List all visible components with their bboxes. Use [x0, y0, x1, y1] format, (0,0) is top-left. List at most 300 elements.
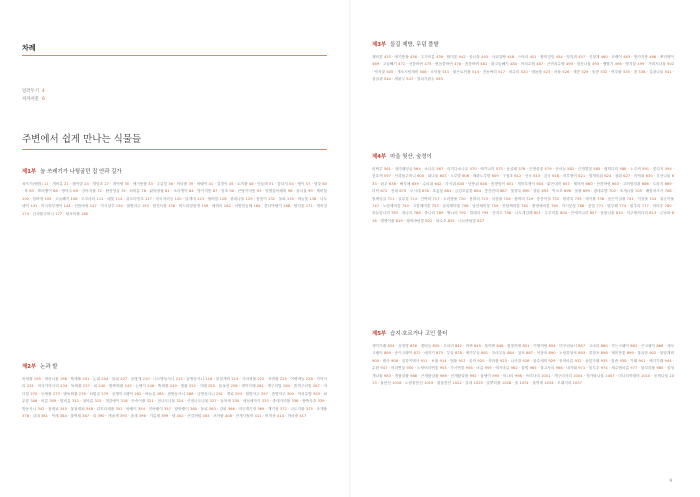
plant-entry-name[interactable]: · 동의나물: [650, 373, 670, 378]
plant-entry-name[interactable]: · 개구리밥: [263, 384, 283, 389]
plant-entry-name[interactable]: · 자주꿩의다리: [622, 211, 650, 216]
plant-entry-name[interactable]: · 은방울꽃: [525, 167, 545, 171]
plant-entry-name[interactable]: · 털진득찰: [148, 204, 169, 209]
plant-entry-name[interactable]: · 너도바람꽃: [454, 218, 478, 223]
plant-entry-name[interactable]: · 물여뀌: [480, 344, 497, 348]
plant-entry-name[interactable]: · 올챙이고랭이: [108, 391, 135, 396]
plant-entry-name[interactable]: · 둑새풀: [67, 384, 83, 389]
plant-entry-name[interactable]: · 기생여뀌: [529, 344, 549, 348]
plant-entry-name[interactable]: · 메귀리: [208, 204, 224, 209]
plant-entry-name[interactable]: · 짚신나물: [572, 62, 593, 67]
plant-entry-name[interactable]: · 나도개감채: [511, 211, 534, 216]
plant-entry-name[interactable]: · 골무꽃: [394, 196, 410, 201]
plant-entry-name[interactable]: · 보풀: [427, 358, 440, 363]
plant-entry-name[interactable]: · 돌나물: [292, 189, 309, 194]
plant-entry-name[interactable]: · 초롱꽃: [428, 189, 445, 194]
plant-entry-name[interactable]: · 석창포: [533, 351, 549, 356]
plant-entry-name[interactable]: · 꽃향유: [507, 189, 523, 194]
plant-entry-name[interactable]: · 미꾸리낚시: [555, 344, 579, 348]
plant-entry-name[interactable]: · 세모고랭이: [372, 344, 675, 356]
plant-entry-name[interactable]: · 털비름: [56, 399, 72, 404]
plant-entry-name[interactable]: · 큰개별꽃: [574, 167, 594, 171]
plant-entry-name[interactable]: · 질경이택사: [397, 358, 421, 363]
plant-entry-name[interactable]: · 석잠풀: [488, 196, 504, 201]
plant-entry-name[interactable]: · 올미: [465, 358, 478, 363]
plant-entry-name[interactable]: · 벼룩나물: [40, 377, 60, 381]
plant-entry-name[interactable]: 비짜루: [372, 167, 384, 171]
plant-entry-name[interactable]: · 할미꽃: [443, 55, 459, 59]
plant-entry-name[interactable]: · 달뿌리풀: [482, 381, 502, 386]
plant-entry-name[interactable]: · 모래지치: [553, 381, 573, 386]
plant-entry-name[interactable]: · 감국: [540, 174, 553, 179]
plant-entry-name[interactable]: · 층층이꽃: [533, 196, 553, 201]
plant-entry-name[interactable]: · 가막사리: [22, 377, 328, 389]
plant-entry-name[interactable]: · 물피: [108, 377, 121, 381]
plant-entry-name[interactable]: · 뚝새풀: [66, 377, 83, 381]
plant-entry-name[interactable]: · 어리연꽃: [387, 366, 407, 371]
plant-entry-name[interactable]: · 개소시랑개비: [393, 69, 420, 74]
plant-entry-name[interactable]: · 돌콩: [588, 69, 601, 74]
plant-entry-name[interactable]: · 미역취: [630, 174, 646, 179]
plant-entry-name[interactable]: · 속속이풀: [127, 399, 147, 404]
plant-entry-name[interactable]: · 뚝새풀: [154, 384, 170, 389]
plant-entry-name[interactable]: · 논피: [89, 377, 102, 381]
plant-entry-name[interactable]: · 비수리: [505, 69, 521, 74]
plant-entry-name[interactable]: · 개쑥부쟁이: [513, 181, 537, 186]
plant-entry-name[interactable]: · 개피: [223, 391, 235, 396]
plant-entry-name[interactable]: · 애기나리: [476, 167, 496, 171]
plant-entry-name[interactable]: · 새포아풀: [62, 211, 82, 216]
plant-entry-name[interactable]: · 용머리: [465, 196, 482, 201]
plant-entry-name[interactable]: · 젓가락나물: [582, 373, 606, 378]
plant-entry-name[interactable]: · 나도겨풀: [286, 406, 306, 411]
plant-entry-name[interactable]: · 맑은대쑥: [543, 181, 563, 186]
plant-entry-name[interactable]: · 사마귀풀: [238, 377, 258, 381]
plant-entry-name[interactable]: · 미나리: [499, 373, 515, 378]
plant-entry-name[interactable]: · 봄맞이: [252, 196, 268, 201]
plant-entry-name[interactable]: · 애기똥풀: [390, 55, 410, 59]
plant-entry-name[interactable]: · 띠: [89, 414, 98, 419]
plant-entry-name[interactable]: · 개기장: [264, 406, 280, 411]
plant-entry-name[interactable]: · 환삼덩굴: [101, 189, 121, 194]
plant-entry-name[interactable]: · 큰애기나리: [567, 211, 590, 216]
plant-entry-name[interactable]: · 미나리아재비: [614, 373, 641, 378]
plant-entry-name[interactable]: · 광대수염: [589, 189, 609, 194]
plant-entry-name[interactable]: · 매자기: [420, 351, 437, 356]
plant-entry-name[interactable]: · 뽀리뱅이: [656, 55, 675, 59]
plant-entry-name[interactable]: · 꼬마부들: [488, 351, 508, 356]
plant-entry-name[interactable]: · 단풍취: [464, 181, 481, 186]
plant-entry-name[interactable]: · 참새피: [44, 406, 60, 411]
plant-entry-name[interactable]: · 개비름: [48, 182, 65, 186]
plant-entry-name[interactable]: · 애기가래: [645, 358, 665, 363]
plant-entry-name[interactable]: · 괭이밥: [68, 182, 85, 186]
plant-entry-name[interactable]: · 각시취: [441, 181, 458, 186]
plant-entry-name[interactable]: · 산박하: [417, 196, 433, 201]
plant-entry-name[interactable]: · 쥐손이풀: [656, 196, 675, 201]
chapter-heading[interactable]: [372, 152, 674, 160]
plant-entry-name[interactable]: · 알방동사니: [182, 377, 206, 381]
plant-entry-name[interactable]: · 익모초: [548, 189, 564, 194]
plant-entry-name[interactable]: · 뱀딸기: [599, 62, 615, 67]
plant-entry-name[interactable]: · 자귀풀: [264, 377, 280, 381]
plant-entry-name[interactable]: · 조개나물: [615, 189, 635, 194]
plant-entry-name[interactable]: · 복수초: [432, 218, 448, 223]
plant-entry-name[interactable]: · 애기풀: [581, 196, 598, 201]
plant-entry-name[interactable]: 쇠뜨기(뱀밥): [22, 182, 44, 186]
plant-entry-name[interactable]: · 좀명아주: [267, 391, 287, 396]
plant-entry-name[interactable]: · 애기마름: [491, 366, 511, 371]
plant-entry-name[interactable]: · 쇠비름: [125, 189, 142, 194]
plant-entry-name[interactable]: · 가시상추: [96, 204, 116, 209]
plant-entry-name[interactable]: · 도라지: [648, 181, 665, 186]
plant-entry-name[interactable]: · 줄: [511, 381, 520, 386]
plant-entry-name[interactable]: · 질경이: [213, 182, 229, 186]
plant-entry-name[interactable]: · 쇠무릎: [22, 391, 328, 404]
plant-entry-name[interactable]: · 하늘말나리: [372, 204, 674, 216]
plant-entry-name[interactable]: · 조개풀: [312, 406, 328, 411]
plant-entry-name[interactable]: · 원추리: [626, 204, 642, 209]
plant-entry-name[interactable]: · 고려엉겅퀴: [618, 181, 642, 186]
plant-entry-name[interactable]: · 토끼풀: [233, 182, 249, 186]
plant-entry-name[interactable]: · 주름잎: [152, 182, 169, 186]
plant-entry-name[interactable]: · 수리취: [418, 181, 435, 186]
plant-entry-name[interactable]: · 꽃창포: [585, 351, 601, 356]
plant-entry-name[interactable]: · 민들레: [253, 182, 269, 186]
plant-entry-name[interactable]: · 솔잎가래: [581, 358, 601, 363]
plant-entry-name[interactable]: · 까마중: [173, 182, 189, 186]
plant-entry-name[interactable]: · 선씀바귀: [70, 204, 90, 209]
plant-entry-name[interactable]: · 큰방가지똥: [234, 189, 257, 194]
plant-entry-name[interactable]: · 갈대: [461, 381, 474, 386]
plant-entry-name[interactable]: · 씀바귀: [29, 196, 45, 201]
plant-entry-name[interactable]: · 피나물: [424, 174, 440, 179]
plant-entry-name[interactable]: · 개망초: [88, 182, 105, 186]
plant-entry-name[interactable]: · 산국: [521, 174, 534, 179]
plant-entry-name[interactable]: · 산씀바귀: [592, 181, 612, 186]
plant-entry-name[interactable]: · 뻐꾹채: [395, 181, 412, 186]
plant-entry-name[interactable]: · 큰까치수염: [543, 62, 566, 67]
plant-entry-name[interactable]: · 붉은토끼풀: [449, 69, 472, 74]
plant-entry-name[interactable]: · 주걱비름: [417, 55, 437, 59]
plant-entry-name[interactable]: · 새섬매자기: [239, 399, 262, 404]
plant-entry-name[interactable]: · 꿩의바람꽃: [402, 218, 426, 223]
plant-entry-name[interactable]: · 방가지똥: [630, 55, 650, 59]
plant-entry-name[interactable]: · 가는고랭이: [607, 344, 631, 348]
plant-entry-name[interactable]: · 어저귀: [261, 414, 277, 419]
plant-entry-name[interactable]: · 물참새피: [66, 406, 86, 411]
plant-entry-name[interactable]: · 고마리: [439, 344, 455, 348]
plant-entry-name[interactable]: · 사위질빵: [488, 55, 508, 59]
plant-entry-name[interactable]: · 나도냉이: [22, 196, 328, 209]
plant-entry-name[interactable]: · 물칭개나물: [372, 366, 675, 378]
plant-entry-name[interactable]: · 나사말: [506, 358, 523, 363]
plant-entry-name[interactable]: · 방가지똥: [193, 189, 213, 194]
plant-entry-name[interactable]: · 개여뀌: [109, 182, 125, 186]
plant-entry-name[interactable]: · 노랑꽃창포: [555, 351, 579, 356]
plant-entry-name[interactable]: 둑새풀: [22, 377, 34, 381]
plant-entry-name[interactable]: · 벗풀: [446, 358, 459, 363]
plant-entry-name[interactable]: · 물억새: [528, 381, 545, 386]
plant-entry-name[interactable]: · 밭뚝사초: [298, 399, 318, 404]
plant-entry-name[interactable]: 제비꽃: [372, 55, 384, 59]
plant-entry-name[interactable]: · 매화노루발: [469, 174, 492, 179]
plant-entry-name[interactable]: · 쥐꼬리망초: [122, 196, 145, 201]
plant-entry-name[interactable]: · 금방동사니: [193, 391, 216, 396]
plant-entry-name[interactable]: · 윤판나물: [596, 211, 616, 216]
plant-entry-name[interactable]: · 마디꽃: [22, 384, 328, 396]
plant-entry-name[interactable]: · 삽주: [376, 181, 389, 186]
plant-entry-name[interactable]: · 가래: [195, 384, 208, 389]
plant-entry-name[interactable]: · 왕고들빼기: [487, 62, 510, 67]
plant-entry-name[interactable]: · 광대나물: [226, 196, 246, 201]
plant-entry-name[interactable]: · 제비꽃: [312, 189, 328, 194]
plant-entry-name[interactable]: · 쑥부쟁이: [559, 174, 579, 179]
plant-entry-name[interactable]: · 살갈퀴: [372, 69, 675, 82]
plant-entry-name[interactable]: · 개불알풀: [390, 373, 411, 378]
plant-entry-name[interactable]: · 붕어마름: [555, 358, 575, 363]
plant-entry-name[interactable]: · 큰고랭이: [637, 344, 657, 348]
plant-entry-name[interactable]: · 큰개사철쑥: [231, 414, 255, 419]
plant-entry-name[interactable]: · 리기다소나무: [443, 167, 470, 171]
plant-entry-name[interactable]: · 할미밀망: [536, 55, 556, 59]
plant-entry-name[interactable]: · 양지꽃: [621, 62, 638, 67]
plant-entry-name[interactable]: · 송이고랭이: [390, 351, 414, 356]
plant-entry-name[interactable]: · 층층잔대: [480, 189, 500, 194]
plant-entry-name[interactable]: · 제비쑥: [569, 181, 586, 186]
plant-entry-name[interactable]: · 벌깨덩굴: [372, 189, 674, 201]
plant-entry-name[interactable]: · 여우팥: [607, 69, 623, 74]
plant-entry-name[interactable]: · 생이가래: [237, 384, 257, 389]
plant-entry-name[interactable]: · 며느리밑씻개: [175, 204, 202, 209]
plant-entry-name[interactable]: · 까치수염: [293, 391, 313, 396]
plant-entry-name[interactable]: · 세수염마름: [607, 366, 631, 371]
plant-entry-name[interactable]: · 등에풀: [37, 391, 53, 396]
plant-entry-name[interactable]: · 벋음씀바귀: [431, 62, 455, 67]
plant-entry-name[interactable]: · 참나리: [398, 211, 414, 216]
plant-entry-name[interactable]: · 산괴불주머니: [390, 174, 418, 179]
plant-entry-name[interactable]: · 노루귀: [626, 167, 643, 171]
plant-entry-name[interactable]: · 벗풀: [176, 384, 189, 389]
plant-entry-name[interactable]: · 개솔새: [104, 414, 120, 419]
plant-entry-name[interactable]: · 미국가막사리: [33, 384, 61, 389]
plant-entry-name[interactable]: · 잔대: [387, 189, 400, 194]
plant-entry-name[interactable]: · 물억새: [66, 414, 83, 419]
plant-entry-name[interactable]: · 솜나물: [465, 55, 482, 59]
plant-entry-name[interactable]: · 중나리: [420, 211, 437, 216]
plant-entry-name[interactable]: · 갯버들: [417, 344, 433, 348]
plant-entry-name[interactable]: · 조뱅이: [607, 55, 624, 59]
plant-entry-name[interactable]: · 물옥잠: [214, 384, 231, 389]
plant-entry-name[interactable]: · 금강초롱꽃: [451, 189, 474, 194]
plant-entry-name[interactable]: · 고깔제비꽃: [408, 204, 432, 209]
plant-entry-name[interactable]: · 새: [168, 414, 177, 419]
plant-entry-name[interactable]: · 벌개미취: [585, 174, 605, 179]
plant-entry-name[interactable]: · 꽃다지: [649, 167, 665, 171]
chapter-heading[interactable]: [22, 362, 327, 370]
plant-entry-name[interactable]: · 졸방제비꽃: [528, 204, 551, 209]
plant-entry-name[interactable]: · 물꼬리풀: [637, 366, 657, 371]
plant-entry-name[interactable]: · 노랑제비꽃: [379, 204, 402, 209]
plant-entry-name[interactable]: · 좀씀바귀: [461, 62, 481, 67]
plant-entry-name[interactable]: · 꿀풀: [570, 189, 583, 194]
plant-entry-name[interactable]: · 각시붓꽃: [558, 204, 578, 209]
plant-entry-name[interactable]: · 개쑥갓: [312, 204, 328, 209]
plant-entry-name[interactable]: · 참취: [611, 174, 624, 179]
plant-entry-name[interactable]: · 흰꽃여뀌: [503, 344, 523, 348]
plant-entry-name[interactable]: · 너도방동사니: [149, 377, 176, 381]
plant-entry-name[interactable]: · 밭뚝외풀: [105, 384, 125, 389]
plant-entry-name[interactable]: · 흰명아주: [241, 391, 261, 396]
plant-entry-name[interactable]: · 개구리자리: [550, 373, 574, 378]
plant-entry-name[interactable]: · 산마늘: [551, 167, 568, 171]
plant-entry-name[interactable]: · 땅나리: [443, 211, 459, 216]
plant-entry-name[interactable]: · 갈대: [29, 414, 41, 419]
plant-entry-name[interactable]: · 명아주: [57, 189, 74, 194]
plant-entry-name[interactable]: · 큰개불알풀: [417, 373, 440, 378]
plant-entry-name[interactable]: · 자라풀: [484, 358, 500, 363]
plant-entry-name[interactable]: · 수련: [372, 358, 674, 371]
plant-entry-name[interactable]: · 방동사니: [22, 399, 327, 411]
plant-entry-name[interactable]: · 논냉이: [131, 384, 148, 389]
plant-entry-name[interactable]: · 꿩의밥: [204, 196, 220, 201]
plant-entry-name[interactable]: · 물부추: [585, 366, 601, 371]
plant-entry-name[interactable]: · 얼레지: [465, 211, 482, 216]
plant-entry-name[interactable]: · 비름: [37, 399, 50, 404]
plant-entry-name[interactable]: · 물냉이: [476, 373, 493, 378]
plant-entry-name[interactable]: · 쉽싸리: [510, 196, 527, 201]
plant-entry-name[interactable]: · 털향유: [559, 196, 575, 201]
plant-entry-name[interactable]: · 서양민들레: [230, 204, 254, 209]
plant-entry-name[interactable]: · 알록제비꽃: [438, 204, 462, 209]
plant-entry-name[interactable]: · 흰명아주: [122, 204, 142, 209]
plant-entry-name[interactable]: · 선씀바귀: [405, 62, 425, 67]
plant-entry-name[interactable]: · 고들빼기: [51, 196, 71, 201]
chapter-heading[interactable]: [22, 167, 327, 175]
chapter-heading[interactable]: [372, 40, 674, 48]
plant-entry-name[interactable]: · 큰김의털: [183, 414, 203, 419]
plant-entry-name[interactable]: · 참방동사니: [163, 391, 187, 396]
plant-entry-name[interactable]: · 부들: [443, 351, 455, 356]
chapter-heading[interactable]: [372, 329, 674, 337]
plant-entry-name[interactable]: · 쥐꼬리새풀: [92, 406, 116, 411]
plant-entry-name[interactable]: · 독미나리: [521, 373, 542, 378]
plant-entry-name[interactable]: · 바랭이: [193, 182, 209, 186]
plant-entry-name[interactable]: · 올방개: [127, 377, 143, 381]
plant-entry-name[interactable]: · 흰물봉선: [433, 381, 453, 386]
plant-entry-name[interactable]: · 억새: [47, 414, 60, 419]
plant-entry-name[interactable]: · 애기부들: [462, 351, 482, 356]
plant-entry-name[interactable]: · 바늘골: [141, 391, 157, 396]
plant-entry-name[interactable]: · 엉겅퀴: [562, 55, 579, 59]
plant-entry-name[interactable]: · 돌피: [197, 406, 209, 411]
plant-entry-name[interactable]: · 들묵새: [216, 399, 233, 404]
plant-entry-name[interactable]: · 으아리: [514, 55, 530, 59]
plant-entry-name[interactable]: · 여뀌바늘: [286, 377, 306, 381]
plant-entry-name[interactable]: · 달개비: [181, 196, 198, 201]
plant-entry-name[interactable]: · 노루발: [446, 174, 463, 179]
plant-entry-name[interactable]: · 청미래덩굴: [390, 167, 414, 171]
plant-entry-name[interactable]: · 이질풀: [633, 196, 650, 201]
plant-entry-name[interactable]: · 현호색: [372, 167, 675, 179]
plant-entry-name[interactable]: · 돌피: [275, 196, 287, 201]
plant-entry-name[interactable]: · 범부채: [603, 204, 620, 209]
plant-entry-name[interactable]: · 선개불알풀: [446, 373, 470, 378]
plant-entry-name[interactable]: · 오이풀: [426, 69, 443, 74]
plant-entry-name[interactable]: · 미국자리공: [152, 196, 175, 201]
plant-entry-name[interactable]: · 노랑어리연꽃: [413, 366, 440, 371]
plant-entry-name[interactable]: · 여뀌: [462, 344, 474, 348]
plant-entry-name[interactable]: · 딱지꽃: [372, 69, 387, 74]
plant-entry-name[interactable]: · 지칭개: [585, 55, 601, 59]
plant-entry-name[interactable]: · 냉이: [293, 182, 306, 186]
plant-entry-name[interactable]: · 가래: [626, 358, 639, 363]
plant-entry-name[interactable]: · 마름: [472, 366, 485, 371]
toc-entry-preface[interactable]: [22, 96, 45, 102]
plant-entry-name[interactable]: · 쇠털골: [85, 391, 102, 396]
plant-entry-name[interactable]: · 잔털제비꽃: [498, 204, 522, 209]
plant-entry-name[interactable]: · 별꽃: [310, 182, 323, 186]
plant-entry-name[interactable]: · 바랭이: [122, 406, 138, 411]
plant-entry-name[interactable]: · 가시연꽃: [446, 366, 466, 371]
plant-entry-name[interactable]: · 까치수염: [517, 62, 537, 67]
plant-entry-name[interactable]: · 두루미꽃: [540, 211, 560, 216]
plant-entry-name[interactable]: · 망초: [217, 189, 230, 194]
plant-entry-name[interactable]: · 물수세미: [529, 358, 549, 363]
plant-entry-name[interactable]: · 쑥: [22, 189, 30, 194]
plant-entry-name[interactable]: · 솜방망이: [487, 181, 507, 186]
plant-entry-name[interactable]: · 더덕: [372, 181, 675, 194]
plant-entry-name[interactable]: · 애기똥풀: [129, 182, 149, 186]
plant-entry-name[interactable]: · 네가래: [562, 366, 579, 371]
plant-entry-name[interactable]: · 미국개기장: [234, 406, 258, 411]
plant-entry-name[interactable]: · 검정말: [394, 344, 410, 348]
plant-entry-name[interactable]: · 구절초: [498, 174, 515, 179]
plant-entry-name[interactable]: · 털별꽃아재비: [261, 189, 288, 194]
plant-entry-name[interactable]: · 새콩: [569, 69, 582, 74]
plant-entry-name[interactable]: · 차풀: [550, 69, 563, 74]
plant-entry-name[interactable]: · 매듭풀: [527, 69, 544, 74]
plant-entry-name[interactable]: · 소리쟁이: [169, 189, 189, 194]
plant-entry-name[interactable]: · 강피: [215, 406, 228, 411]
plant-entry-name[interactable]: · 청비름: [78, 399, 95, 404]
plant-entry-name[interactable]: · 물옥잠: [633, 351, 650, 356]
plant-entry-name[interactable]: · 가락지나물: [644, 62, 668, 67]
plant-entry-name[interactable]: · 미국쑥부쟁이: [37, 204, 64, 209]
plant-entry-name[interactable]: · 콩다닥냉이: [260, 204, 284, 209]
plant-entry-name[interactable]: · 개갓냉이: [101, 399, 121, 404]
plant-entry-name[interactable]: · 도꼬마리: [77, 196, 97, 201]
plant-entry-name[interactable]: · 닭의장풀: [145, 189, 166, 194]
plant-entry-name[interactable]: · 붓꽃: [584, 204, 597, 209]
plant-entry-name[interactable]: · 꿩의다리: [600, 167, 620, 171]
plant-entry-name[interactable]: · 밭둑외풀: [59, 391, 79, 396]
plant-entry-name[interactable]: · 까마중: [283, 414, 300, 419]
plant-entry-name[interactable]: · 갈퀴나물: [645, 69, 665, 74]
toc-entry-foreword[interactable]: [22, 88, 45, 94]
plant-entry-name[interactable]: · 칡: [629, 69, 639, 74]
plant-entry-name[interactable]: · 양지꽃: [290, 204, 306, 209]
plant-entry-name[interactable]: · 금낭화: [656, 211, 672, 216]
plant-entry-name[interactable]: · 고들빼기: [379, 62, 399, 67]
plant-entry-name[interactable]: · 비비추: [648, 204, 665, 209]
plant-entry-name[interactable]: · 모시대: [406, 189, 422, 194]
plant-entry-name[interactable]: · 제비붓꽃: [607, 351, 627, 356]
plant-entry-name[interactable]: · 포아풀: [209, 414, 225, 419]
plant-entry-name[interactable]: · 창포: [514, 351, 527, 356]
plant-entry-name[interactable]: · 우산나물: [652, 174, 672, 179]
plant-entry-name[interactable]: · 물봉선: [376, 381, 393, 386]
